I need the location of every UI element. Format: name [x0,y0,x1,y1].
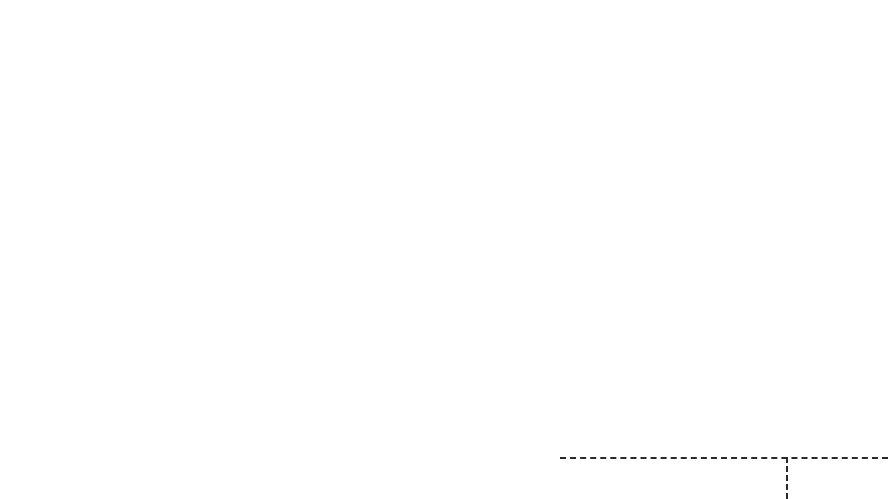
page-break-horizontal-dash-line [560,457,888,459]
page-break-vertical-dash-line [786,457,788,499]
watermark-fade-overlay [618,459,888,499]
